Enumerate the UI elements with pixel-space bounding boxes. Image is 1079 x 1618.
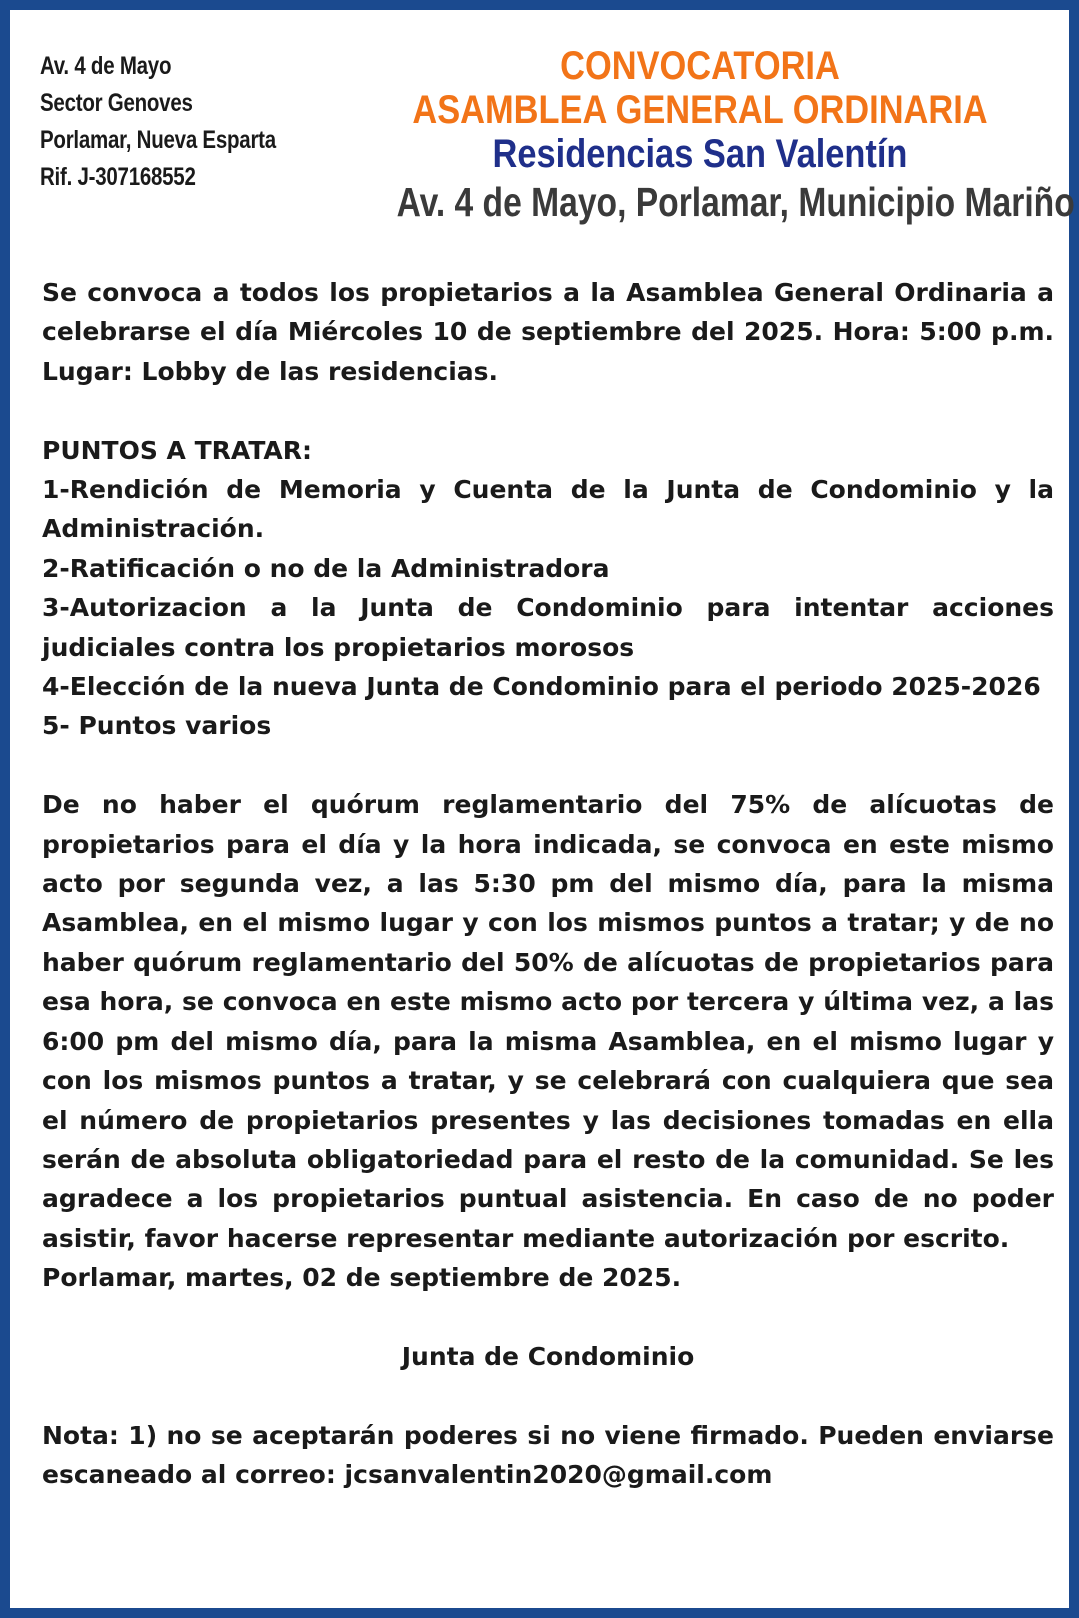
agenda-item: 5- Puntos varios	[42, 711, 272, 741]
organization-name: Residencias San Valentín	[492, 132, 908, 176]
address-sector: Sector Genoves	[40, 89, 193, 117]
address-rif: Rif. J-307168552	[40, 163, 196, 191]
address-street: Av. 4 de Mayo	[40, 52, 172, 80]
agenda-item: 2-Ratificación o no de la Administradora	[42, 553, 610, 583]
notice-title: CONVOCATORIA	[560, 44, 840, 88]
agenda-item: 1-Rendición de Memoria y Cuenta de la Junta de Condominio y la Administración.	[42, 475, 1054, 544]
address-block	[40, 48, 276, 196]
agenda-heading: PUNTOS A TRATAR:	[42, 435, 313, 465]
address-city: Porlamar, Nueva Esparta	[40, 126, 276, 154]
notice-body	[42, 273, 1054, 1495]
notice-subtitle: ASAMBLEA GENERAL ORDINARIA	[412, 88, 988, 132]
note-paragraph: Nota: 1) no se aceptarán poderes si no viene firmado. Pueden enviarse escaneado al correo: jcsanvalentin2020@gmail.com	[42, 1420, 1054, 1490]
agenda-item: 3-Autorizacion a la Junta de Condominio para intentar acciones judiciales contra los propietarios morosos	[42, 593, 1054, 662]
signature: Junta de Condominio	[401, 1341, 695, 1371]
organization-location: Av. 4 de Mayo, Porlamar, Municipio Mariño	[396, 179, 1075, 225]
date-line: Porlamar, martes, 02 de septiembre de 2025.	[42, 1263, 682, 1293]
intro-paragraph: Se convoca a todos los propietarios a la Asamblea General Ordinaria a celebrarse el día Miércoles 10 de septiembre del 2025. Hora: 5:00 p.m. Lugar: Lobby de las residencias.	[42, 278, 1054, 386]
quorum-paragraph: De no haber el quórum reglamentario del 75% de alícuotas de propietarios para el día y la hora indicada, se convoca en este mismo acto por segunda vez, a las 5:30 pm del mismo día, para la misma Asamblea, en el mismo lugar y con los mismos puntos a tratar; y de no haber quórum reglamentario del 50% de alícuotas de propietarios para esa hora, se convoca en este mismo acto por tercera y última vez, a las 6:00 pm del mismo día, para la misma Asamblea, en el mismo lugar y con los mismos puntos a tratar, y se celebrará con cualquiera que sea el número de propietarios presentes y las decisiones tomadas en ella serán de absoluta obligatoriedad para el resto de la comunidad. Se les agradece a los propietarios puntual asistencia. En caso de no poder asistir, favor hacerse representar mediante autorización por escrito.	[42, 790, 1054, 1253]
header-block	[330, 44, 1075, 225]
agenda-item: 4-Elección de la nueva Junta de Condominio para el periodo 2025-2026	[42, 672, 1041, 702]
